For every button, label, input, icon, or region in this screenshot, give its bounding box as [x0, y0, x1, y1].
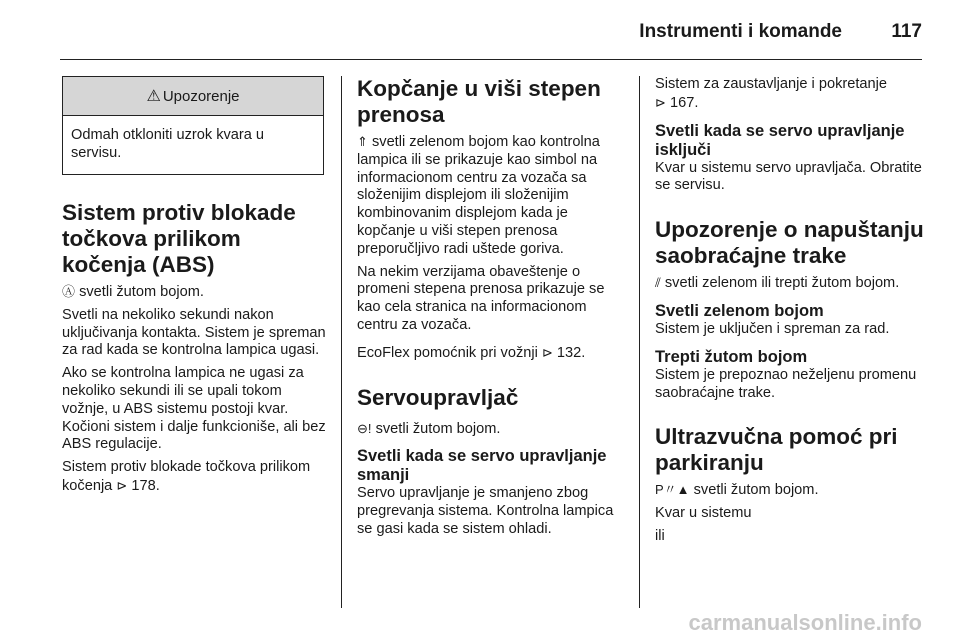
servo-warning-icon: ⊖! [357, 420, 372, 436]
servo-heading: Servoupravljač [357, 384, 519, 410]
page-header [0, 0, 960, 62]
upshift-icon: ⇑ [357, 134, 368, 149]
abs-ref-link[interactable]: 178. [131, 477, 160, 494]
warning-box-header [63, 77, 323, 116]
lane-green-text: Sistem je uključen i spreman za rad. [655, 320, 890, 337]
warning-title: Upozorenje [162, 87, 240, 105]
reference-arrow-icon: ⊳ [116, 477, 128, 493]
parking-fault-text: Kvar u sistemu [655, 505, 752, 522]
lane-departure-heading: Upozorenje o napuštanju saobraćajne trake [655, 217, 924, 269]
parking-or-text: ili [655, 527, 665, 544]
upshift-heading: Kopčanje u viši stepen prenosa [357, 76, 601, 127]
abs-indicator-text: Ⓐ svetli žutom bojom. [62, 284, 204, 300]
lane-yellow-text: Sistem je prepoznao neželjenu promenu saobraćajne trake. [655, 366, 917, 401]
ecoflex-reference: EcoFlex pomoćnik pri vožnji ⊳ 132. [357, 344, 586, 361]
stop-start-ref-link[interactable]: 167. [669, 94, 699, 111]
servo-off-heading: Svetli kada se servo upravljanje isključi [655, 121, 905, 159]
watermark: carmanualsonline.info [688, 610, 922, 635]
abs-reference: Sistem protiv blokade točkova prilikom kočenja ⊳ 178. [62, 459, 311, 494]
section-title: Instrumenti i komande [639, 21, 842, 42]
reference-arrow-icon: ⊳ [655, 94, 666, 110]
abs-paragraph-2: Ako se kontrolna lampica ne ugasi za nekoliko sekundi ili se upali tokom vožnje, u ABS sistemu postoji kvar. Kočioni sistem i dalje funkcioniše, ali bez ABS regulacije. [62, 365, 326, 453]
page-number: 117 [891, 21, 922, 42]
upshift-text: ⇑ svetli zelenom bojom kao kontrolna lampica ili se prikazuje kao simbol na informacionom centru za vozača sa složenijim displejom ili složenijim kombinovanim displejom kada je kopčanje u viši stepen prenosa preporučljivo radi uštede goriva. [357, 134, 600, 257]
parking-sensor-icon: P〃▲ [655, 482, 690, 498]
abs-icon: Ⓐ [62, 284, 76, 299]
lane-departure-icon: ⫽ [655, 275, 661, 291]
servo-reduced-text: Servo upravljanje je smanjeno zbog pregrevanja sistema. Kontrolna lampica se gasi kada se sistem ohladi. [357, 485, 614, 537]
servo-reduced-heading: Svetli kada se servo upravljanje smanji [357, 447, 607, 485]
ecoflex-ref-link[interactable]: 132. [556, 344, 586, 361]
column-middle [357, 76, 625, 539]
lane-green-heading: Svetli zelenom bojom [655, 301, 824, 320]
abs-heading: Sistem protiv blokade točkova prilikom kočenja (ABS) [62, 200, 296, 277]
servo-indicator-text: ⊖! svetli žutom bojom. [357, 420, 501, 437]
stop-start-reference: Sistem za zaustavljanje i pokretanje ⊳ 167. [655, 76, 887, 111]
warning-text: Odmah otkloniti uzrok kvara u servisu. [71, 127, 265, 161]
lane-indicator-text: ⫽ svetli zelenom ili trepti žutom bojom. [655, 275, 900, 292]
parking-heading: Ultrazvučna pomoć pri parkiranju [655, 424, 898, 476]
column-divider-2 [639, 76, 640, 608]
parking-indicator-text: P〃▲ svetli žutom bojom. [655, 482, 819, 499]
upshift-paragraph-2: Na nekim verzijama obaveštenje o promeni stepena prenosa prikazuje se kao cela stranica na informacionom centru za vozača. [357, 263, 605, 333]
abs-paragraph-1: Svetli na nekoliko sekundi nakon uključivanja kontakta. Sistem je spreman za rad kada se kontrolna lampica ugasi. [62, 306, 326, 359]
lane-yellow-heading: Trepti žutom bojom [655, 347, 808, 366]
column-left [62, 76, 326, 496]
reference-arrow-icon: ⊳ [541, 344, 553, 360]
warning-box [62, 76, 324, 175]
servo-off-text: Kvar u sistemu servo upravljača. Obratite se servisu. [655, 159, 922, 194]
warning-triangle-icon: ⚠ [146, 88, 161, 105]
header-divider [60, 59, 922, 60]
column-right [655, 76, 925, 546]
column-divider-1 [341, 76, 342, 608]
